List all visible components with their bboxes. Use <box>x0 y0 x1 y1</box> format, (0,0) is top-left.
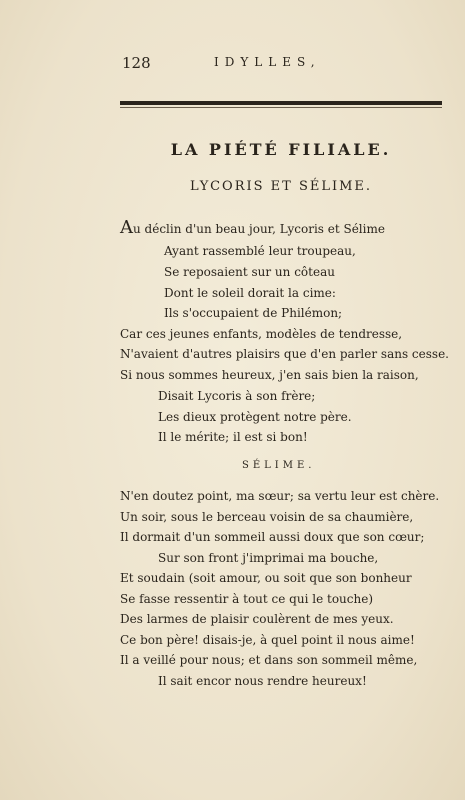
poem-line: N'en doutez point, ma sœur; sa vertu leur est chère. <box>120 489 440 503</box>
poem-line-first <box>120 217 385 238</box>
drop-cap: A <box>120 217 133 238</box>
poem-title: LA PIÉTÉ FILIALE. <box>170 140 392 159</box>
page-number: 128 <box>122 54 151 72</box>
poem-line: N'avaient d'autres plaisirs que d'en parler sans cesse. <box>120 347 449 361</box>
poem-line: Car ces jeunes enfants, modèles de tendresse, <box>120 327 403 341</box>
poem-line: Ils s'occupaient de Philémon; <box>164 306 343 320</box>
poem-line: Si nous sommes heureux, j'en sais bien la raison, <box>120 368 419 382</box>
poem-line: Se reposaient sur un côteau <box>164 265 335 279</box>
poem-line: Les dieux protègent notre père. <box>158 410 352 424</box>
poem-line: Se fasse ressentir à tout ce qui le touche) <box>120 592 374 606</box>
poem-line: Sur son front j'imprimai ma bouche, <box>158 551 379 565</box>
poem-line: Il a veillé pour nous; et dans son sommeil même, <box>120 653 418 667</box>
poem-line: Dont le soleil dorait la cime: <box>164 286 336 300</box>
header-rule <box>120 101 442 105</box>
speaker-label: SÉLIME. <box>242 460 316 471</box>
poem-line: Des larmes de plaisir coulèrent de mes yeux. <box>120 612 394 626</box>
poem-line: Disait Lycoris à son frère; <box>158 389 316 403</box>
poem-subtitle: LYCORIS ET SÉLIME. <box>189 179 373 194</box>
poem-line: Il sait encor nous rendre heureux! <box>158 674 367 688</box>
poem-line: Ayant rassemblé leur troupeau, <box>164 244 356 258</box>
running-title: IDYLLES, <box>214 55 321 69</box>
poem-line: Et soudain (soit amour, ou soit que son bonheur <box>120 571 412 585</box>
first-line-rest: u déclin d'un beau jour, Lycoris et Sélime <box>133 222 385 236</box>
poem-line: Il le mérite; il est si bon! <box>158 430 308 444</box>
poem-line: Un soir, sous le berceau voisin de sa chaumière, <box>120 510 414 524</box>
poem-line: Ce bon père! disais-je, à quel point il nous aime! <box>120 633 415 647</box>
header-rule-thin <box>120 107 442 108</box>
page-header <box>122 54 443 74</box>
poem-line: Il dormait d'un sommeil aussi doux que son cœur; <box>120 530 425 544</box>
